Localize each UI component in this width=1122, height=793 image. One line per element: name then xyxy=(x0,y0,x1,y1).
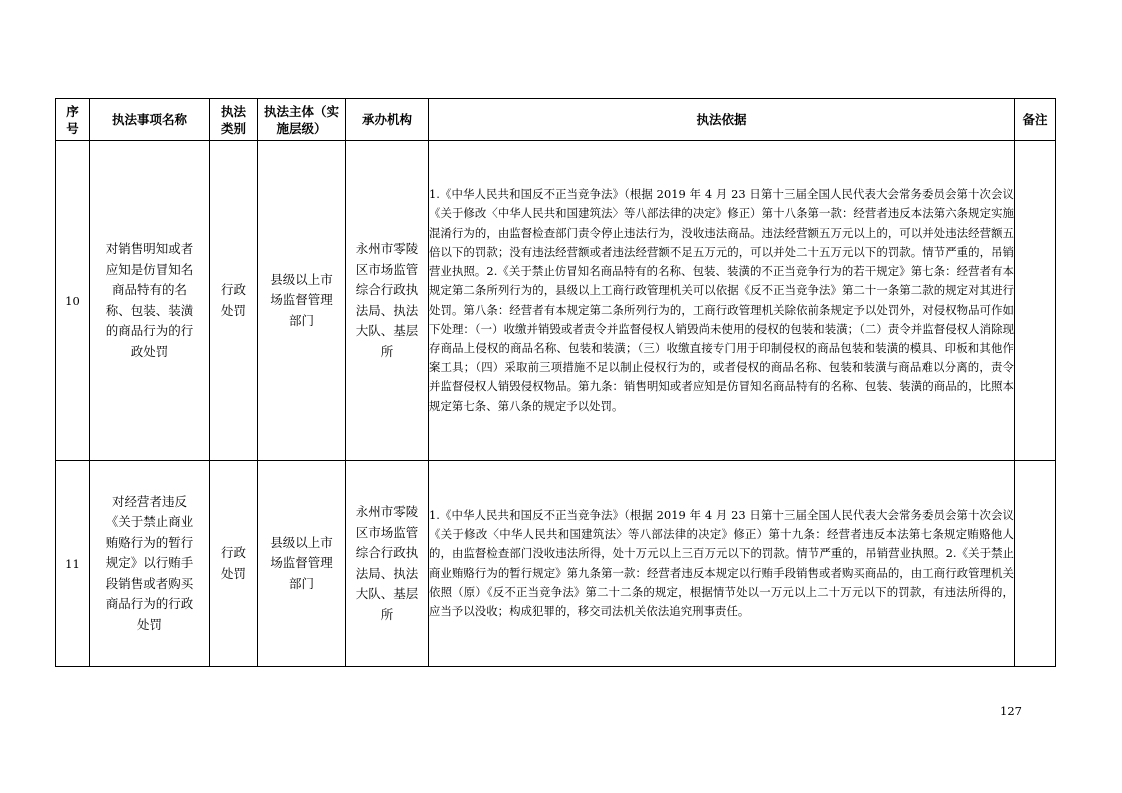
row-subject: 县级以上市场监督管理部门 xyxy=(258,461,346,667)
header-remark: 备注 xyxy=(1015,99,1056,141)
header-item-name: 执法事项名称 xyxy=(90,99,210,141)
row-index: 11 xyxy=(56,461,90,667)
row-category: 行政处罚 xyxy=(210,141,258,461)
law-enforcement-table xyxy=(55,98,1056,667)
row-agency: 永州市零陵区市场监管综合行政执法局、执法大队、基层所 xyxy=(346,141,429,461)
row-basis: 1.《中华人民共和国反不正当竞争法》（根据 2019 年 4 月 23 日第十三届全国人民代表大会常务委员会第十次会议《关于修改〈中华人民共和国建筑法〉等八部法律的决定》修正）第十八条第一款：经营者违反本法第六条规定实施混淆行为的，由监督检查部门责令停止违法行为，没收违法商品。违法经营额五万元以上的，可以并处违法经营额五倍以下的罚款；没有违法经营额或者违法经营额不足五万元的，可以并处二十五万元以下的罚款。情节严重的，吊销营业执照。2.《关于禁止仿冒知名商品特有的名称、包装、装潢的不正当竞争行为的若干规定》第七条：经营者有本规定第二条所列行为的，县级以上工商行政管理机关可以依据《反不正当竞争法》第二十一条第二款的规定对其进行处罚。第八条：经营者有本规定第二条所列行为的，工商行政管理机关除依前条规定予以处罚外，对侵权物品可作如下处理：（一）收缴并销毁或者责令并监督侵权人销毁尚未使用的侵权的包装和装潢；（二）责令并监督侵权人消除现存商品上侵权的商品名称、包装和装潢；（三）收缴直接专门用于印制侵权的商品包装和装潢的模具、印板和其他作案工具；（四）采取前三项措施不足以制止侵权行为的，或者侵权的商品名称、包装和装潢与商品难以分离的，责令并监督侵权人销毁侵权物品。第九条：销售明知或者应知是仿冒知名商品特有的名称、包装、装潢的商品的，比照本规定第七条、第八条的规定予以处罚。 xyxy=(429,141,1015,461)
table-row xyxy=(56,141,1056,461)
row-item-name: 对销售明知或者应知是仿冒知名商品特有的名称、包装、装潢的商品行为的行政处罚 xyxy=(90,141,210,461)
header-index: 序号 xyxy=(56,99,90,141)
header-basis: 执法依据 xyxy=(429,99,1015,141)
table-row xyxy=(56,461,1056,667)
row-subject: 县级以上市场监督管理部门 xyxy=(258,141,346,461)
row-index: 10 xyxy=(56,141,90,461)
row-remark xyxy=(1015,141,1056,461)
row-agency: 永州市零陵区市场监管综合行政执法局、执法大队、基层所 xyxy=(346,461,429,667)
row-category: 行政处罚 xyxy=(210,461,258,667)
header-category: 执法类别 xyxy=(210,99,258,141)
table-header-row xyxy=(56,99,1056,141)
page-number: 127 xyxy=(1000,704,1022,718)
row-item-name: 对经营者违反《关于禁止商业贿赂行为的暂行规定》以行贿手段销售或者购买商品行为的行政处罚 xyxy=(90,461,210,667)
row-basis: 1.《中华人民共和国反不正当竞争法》（根据 2019 年 4 月 23 日第十三届全国人民代表大会常务委员会第十次会议《关于修改〈中华人民共和国建筑法〉等八部法律的决定》修正）第十九条：经营者违反本法第七条规定贿赂他人的，由监督检查部门没收违法所得，处十万元以上三百万元以下的罚款。情节严重的，吊销营业执照。2.《关于禁止商业贿赂行为的暂行规定》第九条第一款：经营者违反本规定以行贿手段销售或者购买商品的，由工商行政管理机关依照（原）《反不正当竞争法》第二十二条的规定，根据情节处以一万元以上二十万元以下的罚款，有违法所得的，应当予以没收；构成犯罪的，移交司法机关依法追究刑事责任。 xyxy=(429,461,1015,667)
row-remark xyxy=(1015,461,1056,667)
header-subject: 执法主体（实施层级） xyxy=(258,99,346,141)
header-agency: 承办机构 xyxy=(346,99,429,141)
